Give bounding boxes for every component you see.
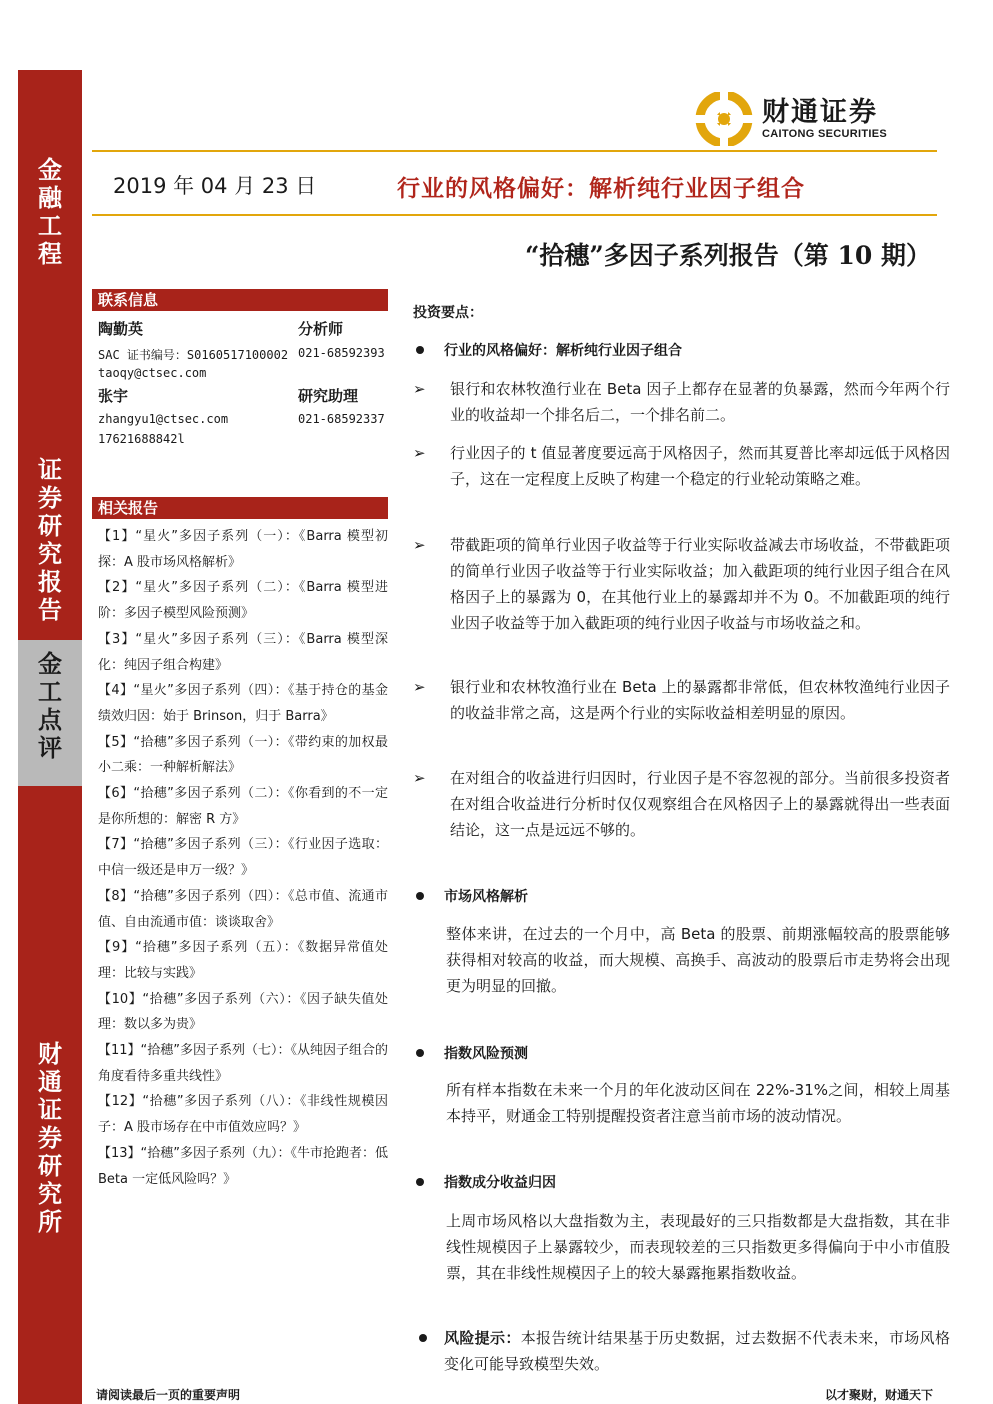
section-heading	[413, 1172, 556, 1192]
section1-title: 行业的风格偏好：解析纯行业因子组合	[444, 343, 682, 359]
assistant-role: 研究助理	[298, 387, 359, 405]
list-item[interactable]: 【4】“星火”多因子系列（四）：《基于持仓的基金绩效归因：始于 Brinson，归于 Barra》	[98, 683, 388, 724]
section-heading	[413, 340, 682, 360]
list-item[interactable]: 【10】“拾穗”多因子系列（六）：《因子缺失值处理：数以多为贵》	[98, 991, 388, 1033]
analyst-phone: 021-68592393	[298, 346, 385, 360]
analyst-name: 陶勤英	[98, 320, 144, 338]
list-item[interactable]: 【5】“拾穗”多因子系列（一）：《带约束的加权最小二乘：一种解析解法》	[98, 734, 388, 776]
sidebar-label-text: 证 券 研 究 报 告	[38, 456, 62, 624]
section4-text: 上周市场风格以大盘指数为主，表现最好的三只指数都是大盘指数，其在非线性规模因子上暴露较少，而表现较差的三只指数更多得偏向于中小市值股票，其在非线性规模因子上的较大暴露拖累指数收益。	[446, 1212, 950, 1282]
analyst-email[interactable]: taoqy@ctsec.com	[98, 366, 207, 380]
list-item[interactable]: 【2】“星火”多因子系列（二）：《Barra 模型进阶：多因子模型风险预测》	[98, 580, 388, 622]
sidebar-middle-label	[18, 456, 82, 624]
footer-disclaimer: 请阅读最后一页的重要声明	[96, 1388, 241, 1402]
section-heading	[413, 1043, 528, 1063]
list-item[interactable]: 【13】“拾穗”多因子系列（九）：《牛市抢跑者：低 Beta 一定低风险吗？》	[98, 1145, 389, 1187]
sidebar-label-text: 财 通 证 券 研 究 所	[38, 1040, 62, 1236]
footer-slogan: 以才聚财，财通天下	[824, 1388, 933, 1402]
arrow-bullet-icon: ➢	[413, 678, 426, 696]
key-points-label: 投资要点：	[413, 305, 483, 321]
caitong-logo-icon	[694, 92, 754, 146]
section2-text: 整体来讲，在过去的一个月中，高 Beta 的股票、前期涨幅较高的股票能够获得相对较高的收益，而大规模、高换手、高波动的股票后市走势将会出现更为明显的回撤。	[446, 925, 950, 995]
report-title: 行业的风格偏好：解析纯行业因子组合	[397, 176, 805, 202]
bullet-icon	[416, 1178, 424, 1186]
sidebar-label-text: 金 融 工 程	[38, 156, 62, 268]
bullet-icon	[419, 1334, 427, 1342]
contact-heading: 联系信息	[92, 289, 388, 311]
section3-title: 指数风险预测	[444, 1046, 528, 1062]
sidebar-top-label	[18, 156, 82, 268]
assistant-email[interactable]: zhangyu1@ctsec.com	[98, 412, 229, 426]
header-divider-top	[92, 150, 937, 152]
sidebar-highlight-label	[18, 650, 82, 762]
list-item[interactable]: 【6】“拾穗”多因子系列（二）：《你看到的不一定是你所想的：解密 R 方》	[98, 786, 388, 827]
analyst-role: 分析师	[298, 320, 344, 338]
section-heading	[413, 886, 528, 906]
list-item[interactable]: 【11】“拾穗”多因子系列（七）：《从纯因子组合的角度看待多重共线性》	[98, 1043, 389, 1084]
bullet-icon	[416, 346, 424, 354]
series-title: “拾穗”多因子系列报告（第 10 期）	[525, 241, 931, 270]
assistant-mobile: 17621688842l	[98, 432, 185, 446]
header-divider-bottom	[92, 214, 937, 216]
list-item[interactable]: 【12】“拾穗”多因子系列（八）：《非线性规模因子：A 股市场存在中市值效应吗？》	[98, 1094, 388, 1136]
bullet-icon	[416, 1049, 424, 1057]
company-logo	[694, 92, 887, 146]
logo-name-cn: 财通证券	[762, 97, 878, 128]
assistant-phone: 021-68592337	[298, 412, 385, 426]
section3-text: 所有样本指数在未来一个月的年化波动区间在 22%-31%之间，相较上周基本持平，财通金工特别提醒投资者注意当前市场的波动情况。	[446, 1081, 950, 1125]
risk-label: 风险提示：	[444, 1329, 521, 1347]
report-date: 2019 年 04 月 23 日	[113, 174, 317, 198]
risk-text-wrap	[444, 1325, 950, 1377]
analyst-sac-id: SAC 证书编号：S0160517100002	[98, 348, 289, 362]
arrow-bullet-icon: ➢	[413, 380, 426, 398]
arrow-bullet-icon: ➢	[413, 444, 426, 462]
logo-name-en: CAITONG SECURITIES	[762, 128, 887, 140]
assistant-name: 张宇	[98, 387, 129, 405]
arrow-bullet-icon: ➢	[413, 769, 426, 787]
bullet-icon	[416, 892, 424, 900]
sidebar-bottom-label	[18, 1040, 82, 1236]
list-item[interactable]: 【7】“拾穗”多因子系列（三）：《行业因子选取：中信一级还是申万一级？》	[98, 837, 388, 879]
list-item[interactable]: 【3】“星火”多因子系列（三）：《Barra 模型深化：纯因子组合构建》	[98, 631, 388, 673]
section2-title: 市场风格解析	[444, 889, 528, 905]
related-heading: 相关报告	[92, 497, 388, 519]
section4-title: 指数成分收益归因	[444, 1175, 556, 1191]
risk-text: 本报告统计结果基于历史数据，过去数据不代表未来，市场风格变化可能导致模型失效。	[444, 1329, 950, 1373]
related-reports-list	[98, 524, 388, 1192]
arrow-bullet-icon: ➢	[413, 536, 426, 554]
sidebar-label-text: 金 工 点 评	[38, 650, 62, 762]
list-item[interactable]: 【9】“拾穗”多因子系列（五）：《数据异常值处理：比较与实践》	[98, 940, 388, 981]
list-item[interactable]: 【1】“星火”多因子系列（一）：《Barra 模型初探：A 股市场风格解析》	[98, 529, 388, 570]
list-item[interactable]: 【8】“拾穗”多因子系列（四）：《总市值、流通市值、自由流通市值：谈谈取舍》	[98, 888, 388, 930]
